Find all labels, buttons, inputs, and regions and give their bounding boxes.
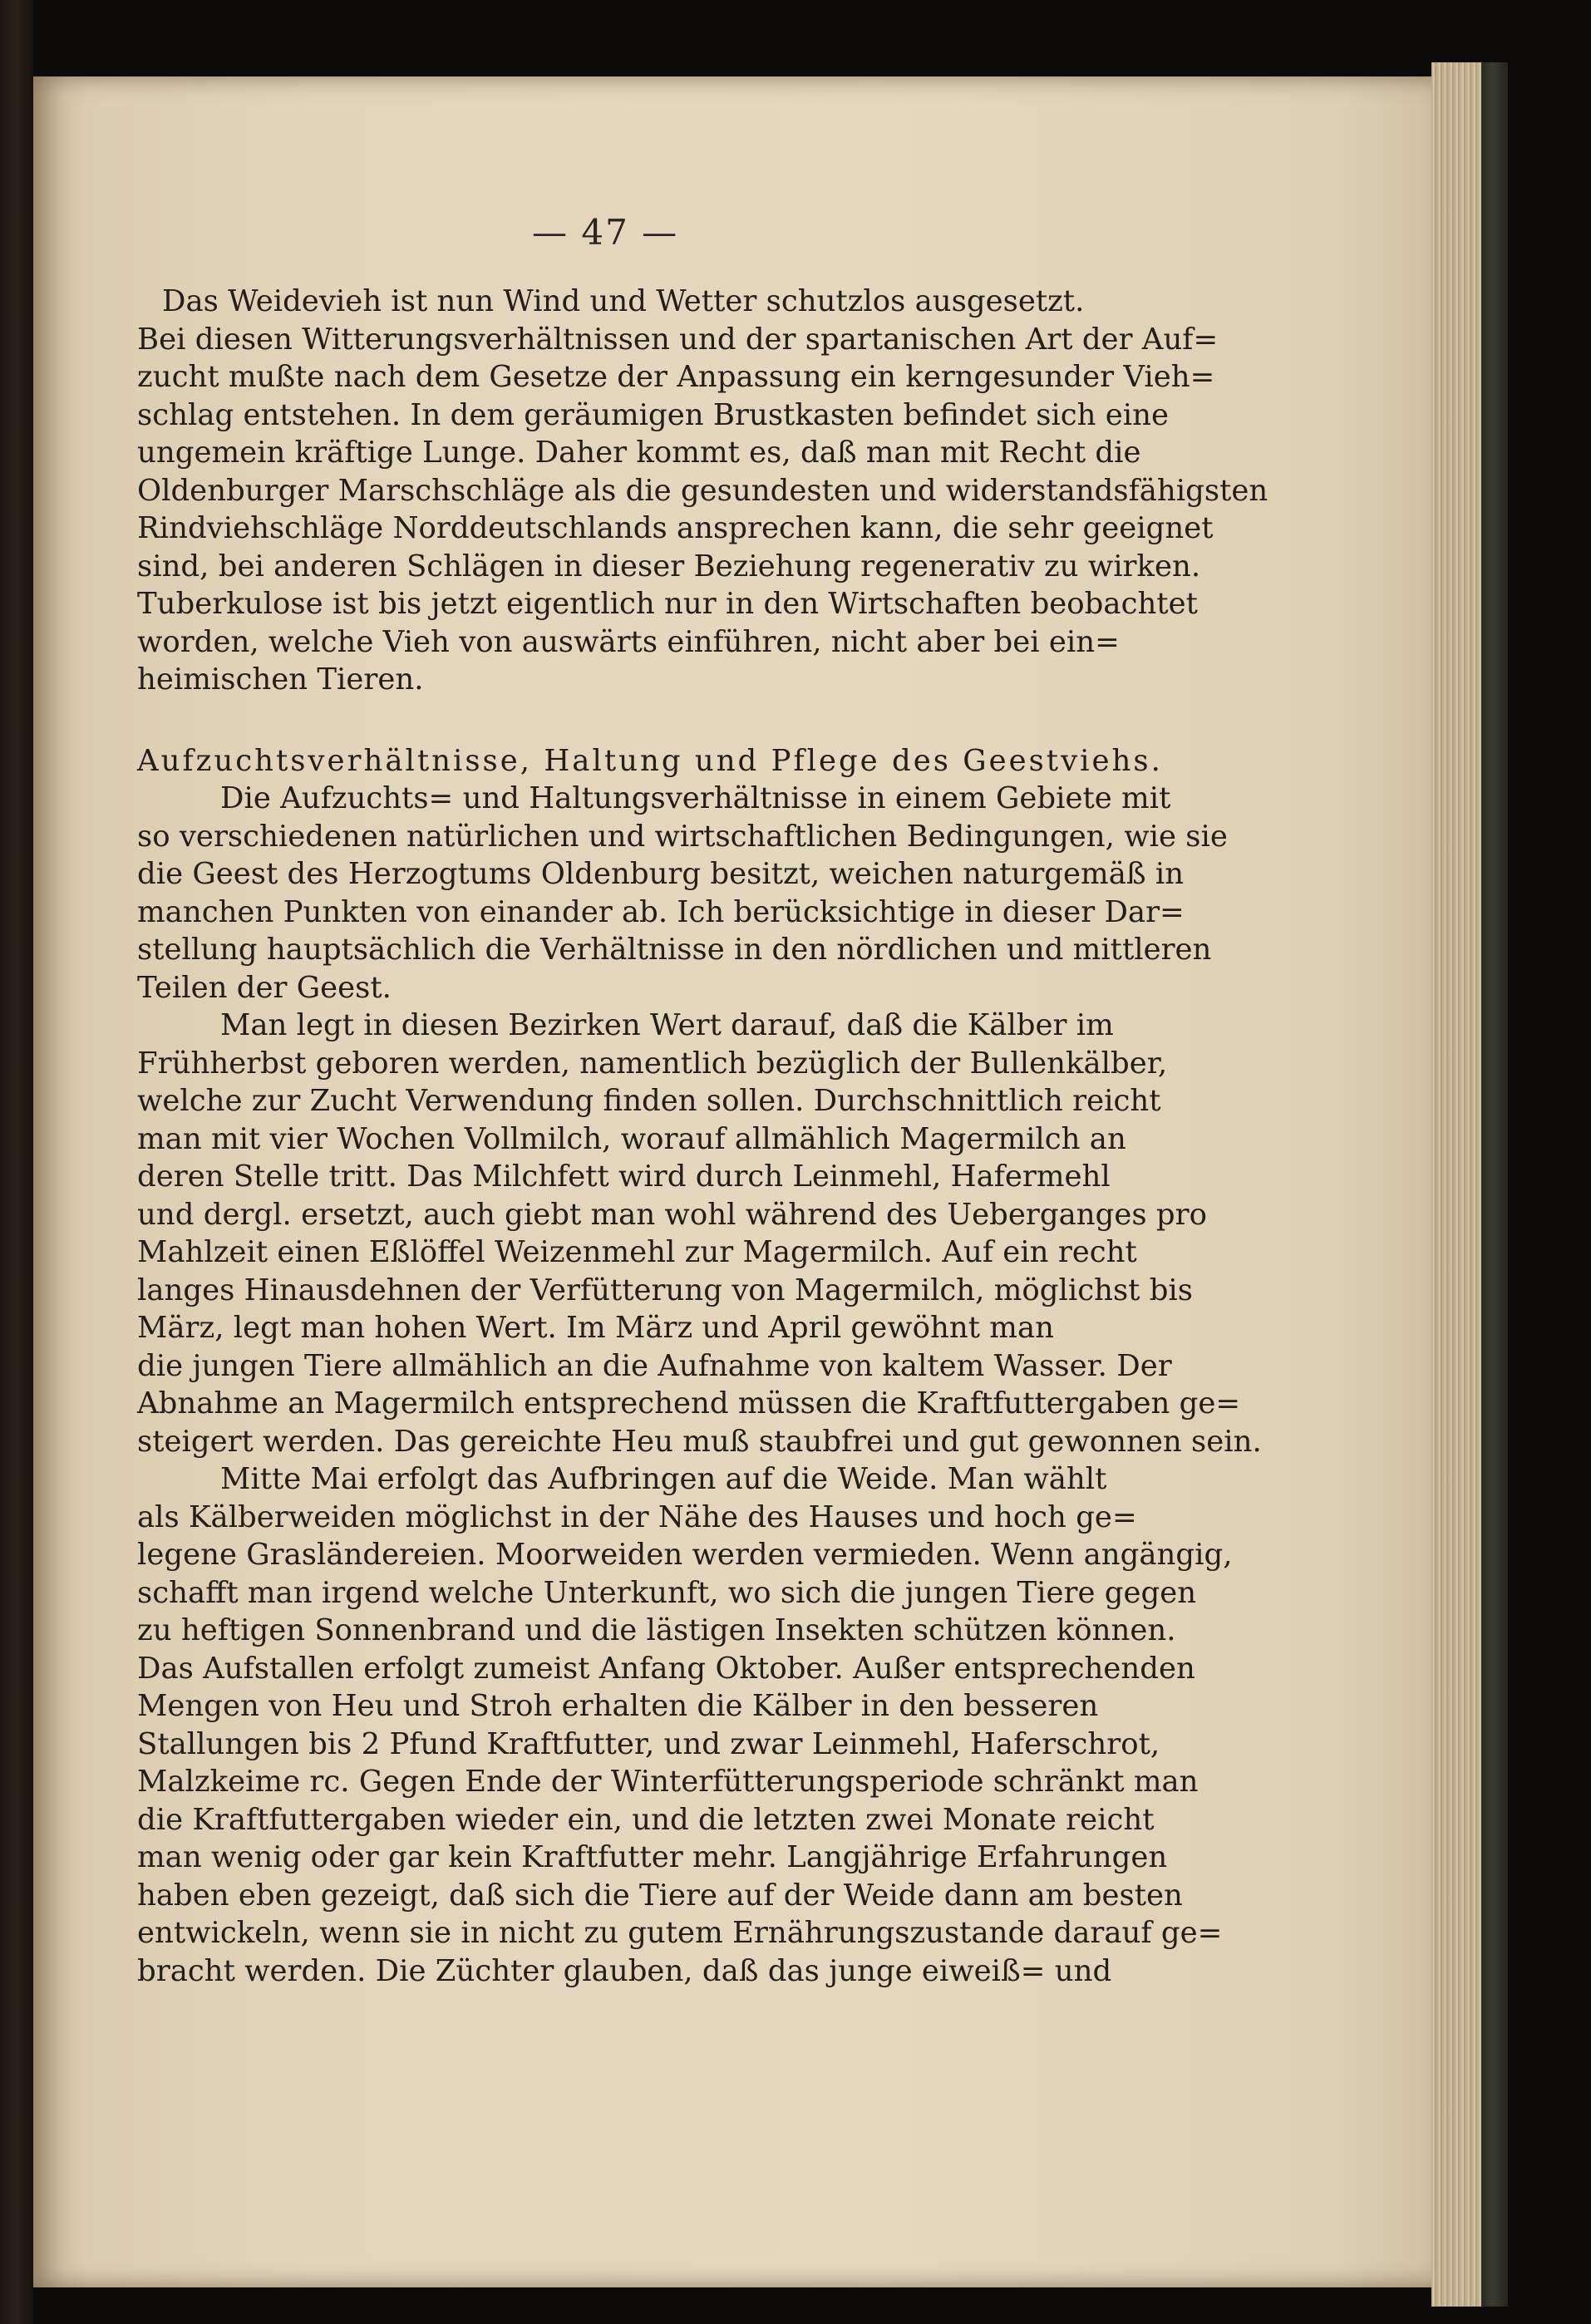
text-line: sind, bei anderen Schlägen in dieser Beziehung regenerativ zu wirken.	[137, 549, 1201, 583]
paragraph-2	[137, 780, 1228, 1007]
text-line: Mitte Mai erfolgt das Aufbringen auf die Weide. Man wählt	[220, 1462, 1107, 1496]
text-line: die jungen Tiere allmählich an die Aufnahme von kaltem Wasser. Der	[137, 1348, 1172, 1383]
text-line: welche zur Zucht Verwendung finden sollen. Durchschnittlich reicht	[137, 1084, 1161, 1118]
text-line: schafft man irgend welche Unterkunft, wo sich die jungen Tiere gegen	[137, 1575, 1197, 1610]
section-gap	[137, 699, 1135, 742]
text-line: Abnahme an Magermilch entsprechend müssen die Kraftfuttergaben ge=	[137, 1386, 1241, 1420]
text-line: Stallungen bis 2 Pfund Kraftfutter, und zwar Leinmehl, Haferschrot,	[137, 1726, 1160, 1761]
page-stack-edge	[1431, 62, 1481, 2307]
text-line: Bei diesen Witterungsverhältnissen und der spartanischen Art der Auf=	[137, 322, 1219, 357]
text-line: Mahlzeit einen Eßlöffel Weizenmehl zur Magermilch. Auf ein recht	[137, 1235, 1137, 1269]
text-line: die Geest des Herzogtums Oldenburg besitzt, weichen naturgemäß in	[137, 857, 1185, 891]
paragraph-1	[137, 283, 1268, 699]
text-line: entwickeln, wenn sie in nicht zu gutem Ernährungszustande darauf ge=	[137, 1916, 1223, 1950]
text-line: haben eben gezeigt, daß sich die Tiere auf der Weide dann am besten	[137, 1878, 1183, 1913]
text-line: Man legt in diesen Bezirken Wert darauf, daß die Kälber im	[220, 1008, 1114, 1042]
text-line: Das Weidevieh ist nun Wind und Wetter schutzlos ausgesetzt.	[162, 284, 1085, 318]
text-line: Frühherbst geboren werden, namentlich bezüglich der Bullenkälber,	[137, 1046, 1168, 1081]
text-line: schlag entstehen. In dem geräumigen Brustkasten befindet sich eine	[137, 397, 1170, 432]
text-line: ungemein kräftige Lunge. Daher kommt es, daß man mit Recht die	[137, 436, 1141, 470]
text-line: legene Grasländereien. Moorweiden werden vermieden. Wenn angängig,	[137, 1538, 1233, 1572]
text-line: März, legt man hohen Wert. Im März und April gewöhnt man	[137, 1311, 1054, 1345]
text-line: Rindviehschläge Norddeutschlands ansprechen kann, die sehr geeignet	[137, 511, 1214, 545]
text-line: steigert werden. Das gereichte Heu muß staubfrei und gut gewonnen sein.	[137, 1424, 1262, 1459]
text-line: Tuberkulose ist bis jetzt eigentlich nur in den Wirtschaften beobachtet	[137, 587, 1198, 621]
text-line: Oldenburger Marschschläge als die gesundesten und widerstandsfähigsten	[137, 473, 1268, 508]
text-line: heimischen Tieren.	[137, 662, 424, 697]
text-line: langes Hinausdehnen der Verfütterung von Magermilch, möglichst bis	[137, 1273, 1194, 1307]
text-line: zucht mußte nach dem Gesetze der Anpassung ein kerngesunder Vieh=	[137, 360, 1215, 394]
text-line: Das Aufstallen erfolgt zumeist Anfang Oktober. Außer entsprechenden	[137, 1651, 1195, 1686]
text-line: man mit vier Wochen Vollmilch, worauf allmählich Magermilch an	[137, 1121, 1126, 1156]
text-line: zu heftigen Sonnenbrand und die lästigen Insekten schützen können.	[137, 1613, 1176, 1647]
text-line: so verschiedenen natürlichen und wirtschaftlichen Bedingungen, wie sie	[137, 819, 1228, 854]
text-line: deren Stelle tritt. Das Milchfett wird durch Leinmehl, Hafermehl	[137, 1160, 1111, 1194]
text-line: worden, welche Vieh von auswärts einführen, nicht aber bei ein=	[137, 624, 1120, 659]
section-heading: Aufzuchtsverhältnisse, Haltung und Pflege des Geestviehs.	[137, 743, 1163, 778]
text-line: stellung hauptsächlich die Verhältnisse in den nördlichen und mittleren	[137, 933, 1212, 967]
text-line: die Kraftfuttergaben wieder ein, und die letzten zwei Monate reicht	[137, 1802, 1155, 1837]
page-number: — 47 —	[532, 212, 679, 253]
text-line: Mengen von Heu und Stroh erhalten die Kälber in den besseren	[137, 1689, 1099, 1723]
text-line: Teilen der Geest.	[137, 970, 392, 1005]
text-line: und dergl. ersetzt, auch giebt man wohl während des Ueberganges pro	[137, 1197, 1207, 1232]
page-text	[137, 283, 1268, 1990]
paragraph-4	[137, 1460, 1233, 1990]
text-line: manchen Punkten von einander ab. Ich berücksichtige in dieser Dar=	[137, 894, 1185, 929]
book-cover-edge	[1481, 62, 1508, 2307]
paragraph-3	[137, 1007, 1262, 1460]
text-line: Malzkeime rc. Gegen Ende der Winterfütterungsperiode schränkt man	[137, 1765, 1199, 1799]
text-line: man wenig oder gar kein Kraftfutter mehr. Langjährige Erfahrungen	[137, 1840, 1168, 1874]
text-line: als Kälberweiden möglichst in der Nähe des Hauses und hoch ge=	[137, 1499, 1137, 1534]
text-line: bracht werden. Die Züchter glauben, daß das junge eiweiß= und	[137, 1953, 1112, 1988]
left-page-edge	[0, 0, 33, 2324]
text-line: Die Aufzuchts= und Haltungsverhältnisse in einem Gebiete mit	[220, 781, 1171, 815]
